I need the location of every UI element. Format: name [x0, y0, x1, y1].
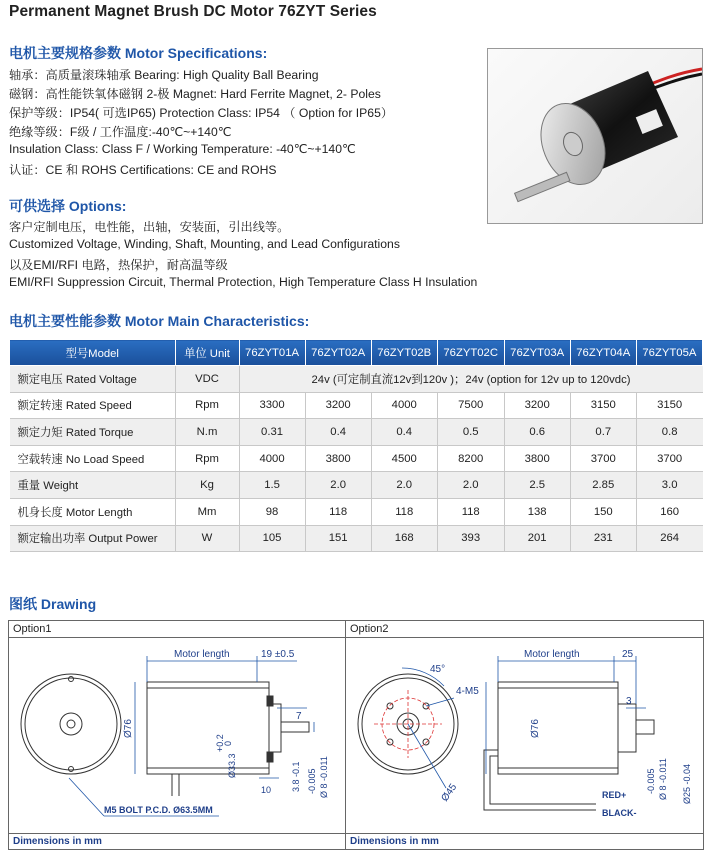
table-cell: 138: [504, 498, 570, 525]
table-cell: 3700: [636, 445, 702, 472]
option1-dim-38: 3.8 -0.1: [291, 761, 301, 792]
option2-dim-45: Ø45: [439, 781, 460, 804]
characteristics-heading: 电机主要性能参数 Motor Main Characteristics:: [9, 313, 310, 329]
table-cell: 7500: [437, 392, 504, 419]
header-model-col: 76ZYT02C: [437, 340, 504, 366]
table-cell: 118: [371, 498, 437, 525]
table-row: [10, 498, 703, 525]
option1-motor-length-label: Motor length: [174, 649, 230, 660]
table-cell: 264: [636, 525, 702, 552]
option2-dim-3: 3: [626, 696, 632, 707]
table-cell: 3700: [570, 445, 636, 472]
option1-dim-19: 19 ±0.5: [261, 649, 295, 660]
table-cell: 8200: [437, 445, 504, 472]
header-model-col: 76ZYT03A: [504, 340, 570, 366]
option2-dim-shaft-tol: -0.005: [646, 768, 656, 794]
table-cell: 3800: [504, 445, 570, 472]
table-header-row: [10, 340, 703, 366]
option1-dim-shaft-tol: -0.005: [307, 768, 317, 794]
option1-drawing: [9, 638, 345, 834]
row-unit: N.m: [175, 419, 239, 446]
row-label: 空载转速 No Load Speed: [10, 445, 176, 472]
table-cell: 118: [305, 498, 371, 525]
table-row: [10, 525, 703, 552]
row-unit: W: [175, 525, 239, 552]
option2-footer: Dimensions in mm: [346, 833, 703, 849]
motor-photo: [487, 48, 703, 224]
option2-red-label: RED+: [602, 790, 627, 800]
table-cell: 1.5: [239, 472, 305, 499]
row-label: 重量 Weight: [10, 472, 176, 499]
option2-black-label: BLACK-: [602, 808, 637, 818]
row-label: 机身长度 Motor Length: [10, 498, 176, 525]
table-cell: 150: [570, 498, 636, 525]
option1-footer: Dimensions in mm: [9, 833, 345, 849]
spec-line: Insulation Class: Class F / Working Temperature: -40℃~+140℃: [9, 142, 356, 156]
table-cell: 151: [305, 525, 371, 552]
header-model-col: 76ZYT02A: [305, 340, 371, 366]
table-cell: 105: [239, 525, 305, 552]
table-row: [10, 419, 703, 446]
row-label: 额定力矩 Rated Torque: [10, 419, 176, 446]
row-unit: Rpm: [175, 445, 239, 472]
table-cell: 160: [636, 498, 702, 525]
option1-dim-10: 10: [261, 785, 272, 795]
header-model-col: 76ZYT04A: [570, 340, 636, 366]
table-cell: 4500: [371, 445, 437, 472]
table-cell: 4000: [371, 392, 437, 419]
table-cell: 2.0: [305, 472, 371, 499]
option1-bolt-note: M5 BOLT P.C.D. Ø63.5MM: [104, 805, 213, 815]
table-cell: 0.6: [504, 419, 570, 446]
option2-dim-76: Ø76: [530, 719, 541, 738]
table-cell: 118: [437, 498, 504, 525]
table-cell: 201: [504, 525, 570, 552]
spec-line: 认证：CE 和 ROHS Certifications: CE and ROHS: [9, 163, 277, 177]
table-cell: 2.5: [504, 472, 570, 499]
header-model-col: 76ZYT02B: [371, 340, 437, 366]
option2-dim-25-tol: Ø25 -0.04: [682, 763, 692, 804]
option2-dim-25: 25: [622, 649, 634, 660]
table-cell: 0.4: [371, 419, 437, 446]
option1-dim-0: 0: [223, 740, 233, 746]
spec-line: 绝缘等级：F级 / 工作温度:-40℃~+140℃: [9, 125, 232, 139]
option2-dim-45deg: 45°: [430, 664, 446, 675]
table-cell: 0.31: [239, 419, 305, 446]
table-cell: 4000: [239, 445, 305, 472]
row-unit: Rpm: [175, 392, 239, 419]
table-cell: 393: [437, 525, 504, 552]
drawing-option1: [8, 620, 346, 850]
option-line: 客户定制电压，电性能，出轴，安装面，引出线等。: [9, 220, 290, 234]
table-row: [10, 445, 703, 472]
option1-dim-333: Ø33.3: [227, 753, 237, 778]
table-cell: 0.5: [437, 419, 504, 446]
option1-dim-plus02: +0.2: [215, 734, 225, 752]
row-unit: VDC: [175, 366, 239, 393]
page-title: Permanent Magnet Brush DC Motor 76ZYT Series: [9, 3, 377, 20]
spec-line: 磁钢：高性能铁氧体磁钢 2-极 Magnet: Hard Ferrite Magnet, 2- Poles: [9, 87, 381, 101]
table-cell: 98: [239, 498, 305, 525]
option2-dim-shaft: Ø 8 -0.011: [658, 758, 668, 800]
drawing-heading: 图纸 Drawing: [9, 596, 97, 612]
drawing-option2: [345, 620, 704, 850]
table-cell: 3150: [636, 392, 702, 419]
option2-motor-length-label: Motor length: [524, 649, 580, 660]
table-cell: 2.0: [437, 472, 504, 499]
option-line: EMI/RFI Suppression Circuit, Thermal Protection, High Temperature Class H Insulation: [9, 275, 478, 289]
table-cell: 3.0: [636, 472, 702, 499]
option1-dim-shaft: Ø 8 -0.011: [319, 756, 329, 798]
table-cell: 3150: [570, 392, 636, 419]
table-cell: 231: [570, 525, 636, 552]
header-model: 型号Model: [10, 340, 176, 366]
table-cell: 0.8: [636, 419, 702, 446]
table-cell: 168: [371, 525, 437, 552]
row-label: 额定转速 Rated Speed: [10, 392, 176, 419]
table-cell: 0.4: [305, 419, 371, 446]
option2-dim-4m5: 4-M5: [456, 686, 479, 697]
header-unit: 单位 Unit: [175, 340, 239, 366]
table-cell: 2.0: [371, 472, 437, 499]
voltage-value: 24v (可定制直流12v到120v )；24v (option for 12v up to 120vdc): [239, 366, 703, 393]
row-label: 额定输出功率 Output Power: [10, 525, 176, 552]
table-cell: 2.85: [570, 472, 636, 499]
table-cell: 3300: [239, 392, 305, 419]
table-cell: 3200: [305, 392, 371, 419]
option1-dim-7: 7: [296, 711, 302, 722]
specs-heading: 电机主要规格参数 Motor Specifications:: [9, 45, 268, 61]
row-label: 额定电压 Rated Voltage: [10, 366, 176, 393]
table-cell: 3200: [504, 392, 570, 419]
header-model-col: 76ZYT05A: [636, 340, 702, 366]
spec-line: 轴承：高质量滚珠轴承 Bearing: High Quality Ball Bearing: [9, 68, 319, 82]
table-cell: 0.7: [570, 419, 636, 446]
option2-title: Option2: [346, 621, 703, 638]
options-heading: 可供选择 Options:: [9, 198, 127, 214]
table-row: [10, 392, 703, 419]
option-line: 以及EMI/RFI 电路，热保护，耐高温等级: [9, 258, 228, 272]
characteristics-table: [9, 339, 703, 552]
header-model-col: 76ZYT01A: [239, 340, 305, 366]
row-unit: Kg: [175, 472, 239, 499]
table-cell: 3800: [305, 445, 371, 472]
option1-title: Option1: [9, 621, 345, 638]
spec-line: 保护等级：IP54( 可选IP65) Protection Class: IP54 （ Option for IP65）: [9, 106, 394, 120]
option1-dim-76: Ø76: [123, 719, 134, 738]
table-row: [10, 366, 703, 393]
row-unit: Mm: [175, 498, 239, 525]
option-line: Customized Voltage, Winding, Shaft, Mounting, and Lead Configurations: [9, 237, 400, 251]
table-row: [10, 472, 703, 499]
option2-drawing: [346, 638, 703, 834]
